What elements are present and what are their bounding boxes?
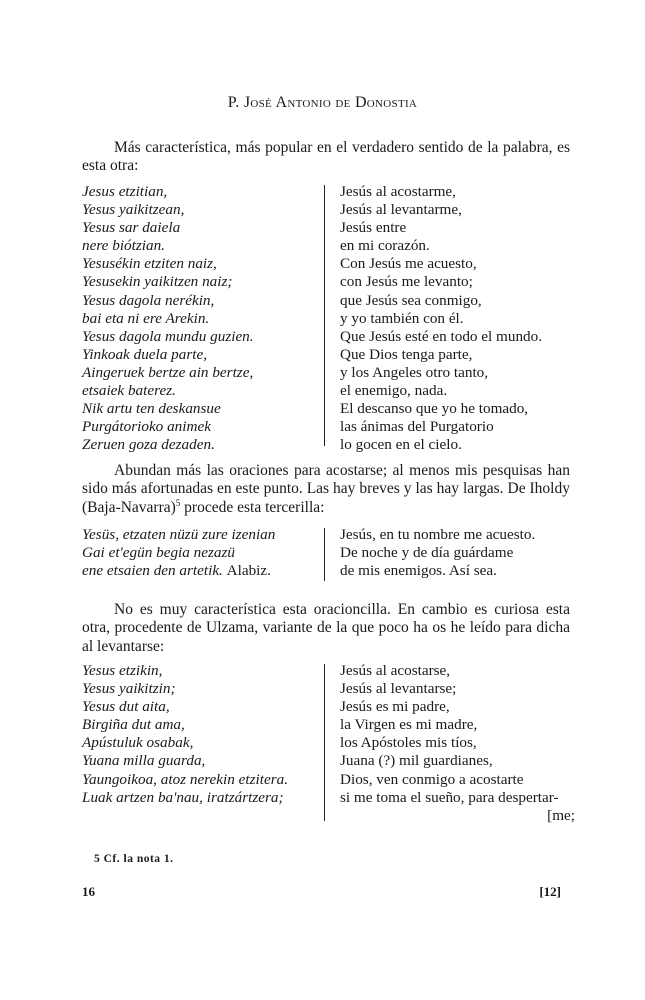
poem-2-spanish xyxy=(340,526,575,580)
intro-paragraph xyxy=(82,139,570,176)
poem-line: Yesüs, etzaten nüzü zure izenian xyxy=(82,526,276,543)
author-initial: P. xyxy=(227,94,240,111)
poem-line xyxy=(82,562,322,580)
poem-line: Purgátorioko animek xyxy=(82,418,211,436)
poem-line: bai eta ni ere Arekin. xyxy=(82,309,210,327)
poem-1-basque xyxy=(82,183,322,454)
poem-line: Zeruen goza dezaden. xyxy=(82,436,215,454)
poem-line-text: ene etsaien den artetik. xyxy=(82,562,223,580)
poem-line: Yuana milla guarda, xyxy=(82,752,206,770)
poem-line: Yesus yaikitzin; xyxy=(82,680,176,698)
poem-line-continuation: [me; xyxy=(547,806,575,824)
column-divider xyxy=(324,185,325,446)
poem-line: Yinkoak duela parte, xyxy=(82,345,207,363)
poem-line: Apústuluk osabak, xyxy=(82,734,194,752)
poem-line: Que Jesús esté en todo el mundo. xyxy=(340,327,543,345)
poem-line: Yesus dagola mundu guzien. xyxy=(82,327,254,345)
poem-line: El descanso que yo he tomado, xyxy=(340,400,529,418)
poem-line: Luak artzen ba'nau, iratzártzera; xyxy=(82,788,284,806)
poem-line: Jesús es mi padre, xyxy=(340,698,450,716)
poem-line: la Virgen es mi madre, xyxy=(340,716,478,734)
poem-line: Con Jesús me acuesto, xyxy=(340,255,477,273)
poem-line: si me toma el sueño, para despertar- xyxy=(340,788,559,806)
poem-3-spanish xyxy=(340,662,575,825)
poem-line: Dios, ven conmigo a acostarte xyxy=(340,770,524,788)
poem-line: Birgiña dut ama, xyxy=(82,716,185,734)
poem-2-basque xyxy=(82,526,322,580)
poem-line: Yesus dagola nerékin, xyxy=(82,291,215,309)
author-name: José Antonio de Donostia xyxy=(243,94,418,111)
poem-line: Juana (?) mil guardianes, xyxy=(340,752,493,770)
paragraph-2-after: procede esta tercerilla: xyxy=(180,498,325,516)
poem-line: los Apóstoles mis tíos, xyxy=(340,734,477,752)
paragraph-3-text: No es muy característica esta oracioncilla. En cambio es curiosa esta otra, procedente de Ulzama, variante de la que poco ha os he leído para dicha al levantarse: xyxy=(82,601,570,655)
poem-line: Yaungoikoa, atoz nerekin etzitera. xyxy=(82,770,289,788)
poem-line: en mi corazón. xyxy=(340,237,430,255)
poem-line: Gai et'egün begia nezazü xyxy=(82,544,235,562)
poem-line: lo gocen en el cielo. xyxy=(340,436,462,454)
poem-line: De noche y de día guárdame xyxy=(340,544,514,562)
poem-line: de mis enemigos. Así sea. xyxy=(340,562,497,580)
footnote: 5 Cf. la nota 1. xyxy=(94,853,174,865)
poem-line: el enemigo, nada. xyxy=(340,382,448,400)
poem-3-basque xyxy=(82,662,322,807)
poem-line: con Jesús me levanto; xyxy=(340,273,473,291)
column-divider xyxy=(324,664,325,821)
poem-line: Jesús al levantarme, xyxy=(340,201,462,219)
footnote-ref: 5 xyxy=(175,497,181,508)
poem-line: que Jesús sea conmigo, xyxy=(340,291,482,309)
column-divider xyxy=(324,528,325,581)
poem-line: nere biótzian. xyxy=(82,237,165,255)
poem-line: Yesus sar daiela xyxy=(82,219,181,237)
poem-line: Jesús al acostarme, xyxy=(340,183,456,200)
poem-line: Jesús entre xyxy=(340,219,407,237)
poem-line: Jesús, en tu nombre me acuesto. xyxy=(340,526,536,543)
paragraph-2 xyxy=(82,462,570,517)
poem-line: Yesus dut aita, xyxy=(82,698,170,716)
paragraph-3 xyxy=(82,601,570,656)
poem-line: Yesusékin etziten naiz, xyxy=(82,255,217,273)
poem-line: Que Dios tenga parte, xyxy=(340,345,473,363)
poem-line: Jesús al levantarse; xyxy=(340,680,457,698)
poem-line: y yo también con él. xyxy=(340,309,464,327)
poem-line: Jesus etzitian, xyxy=(82,183,168,200)
running-header xyxy=(0,94,645,112)
poem-line: Yesusekin yaikitzen naiz; xyxy=(82,273,233,291)
poem-line: las ánimas del Purgatorio xyxy=(340,418,494,436)
page-reference: [12] xyxy=(539,884,561,899)
page-number: 16 xyxy=(82,884,95,899)
attribution: Alabiz. xyxy=(226,562,271,580)
poem-line: y los Angeles otro tanto, xyxy=(340,363,489,381)
poem-line: Aingeruek bertze ain bertze, xyxy=(82,363,254,381)
poem-1-spanish xyxy=(340,183,575,454)
poem-line: Yesus yaikitzean, xyxy=(82,201,185,219)
poem-line: Yesus etzikin, xyxy=(82,662,163,679)
poem-line: Jesús al acostarse, xyxy=(340,662,451,679)
poem-line: Nik artu ten deskansue xyxy=(82,400,221,418)
paragraph-2-text xyxy=(82,462,570,517)
poem-line: etsaiek baterez. xyxy=(82,382,176,400)
paragraph-2-before: Abundan más las oraciones para acostarse; al menos mis pesquisas han sido más afortunadas en este punto. Las hay breves y las hay largas. De Iholdy (Baja-Navarra) xyxy=(82,462,570,516)
intro-text: Más característica, más popular en el verdadero sentido de la palabra, es esta otra: xyxy=(82,139,570,175)
